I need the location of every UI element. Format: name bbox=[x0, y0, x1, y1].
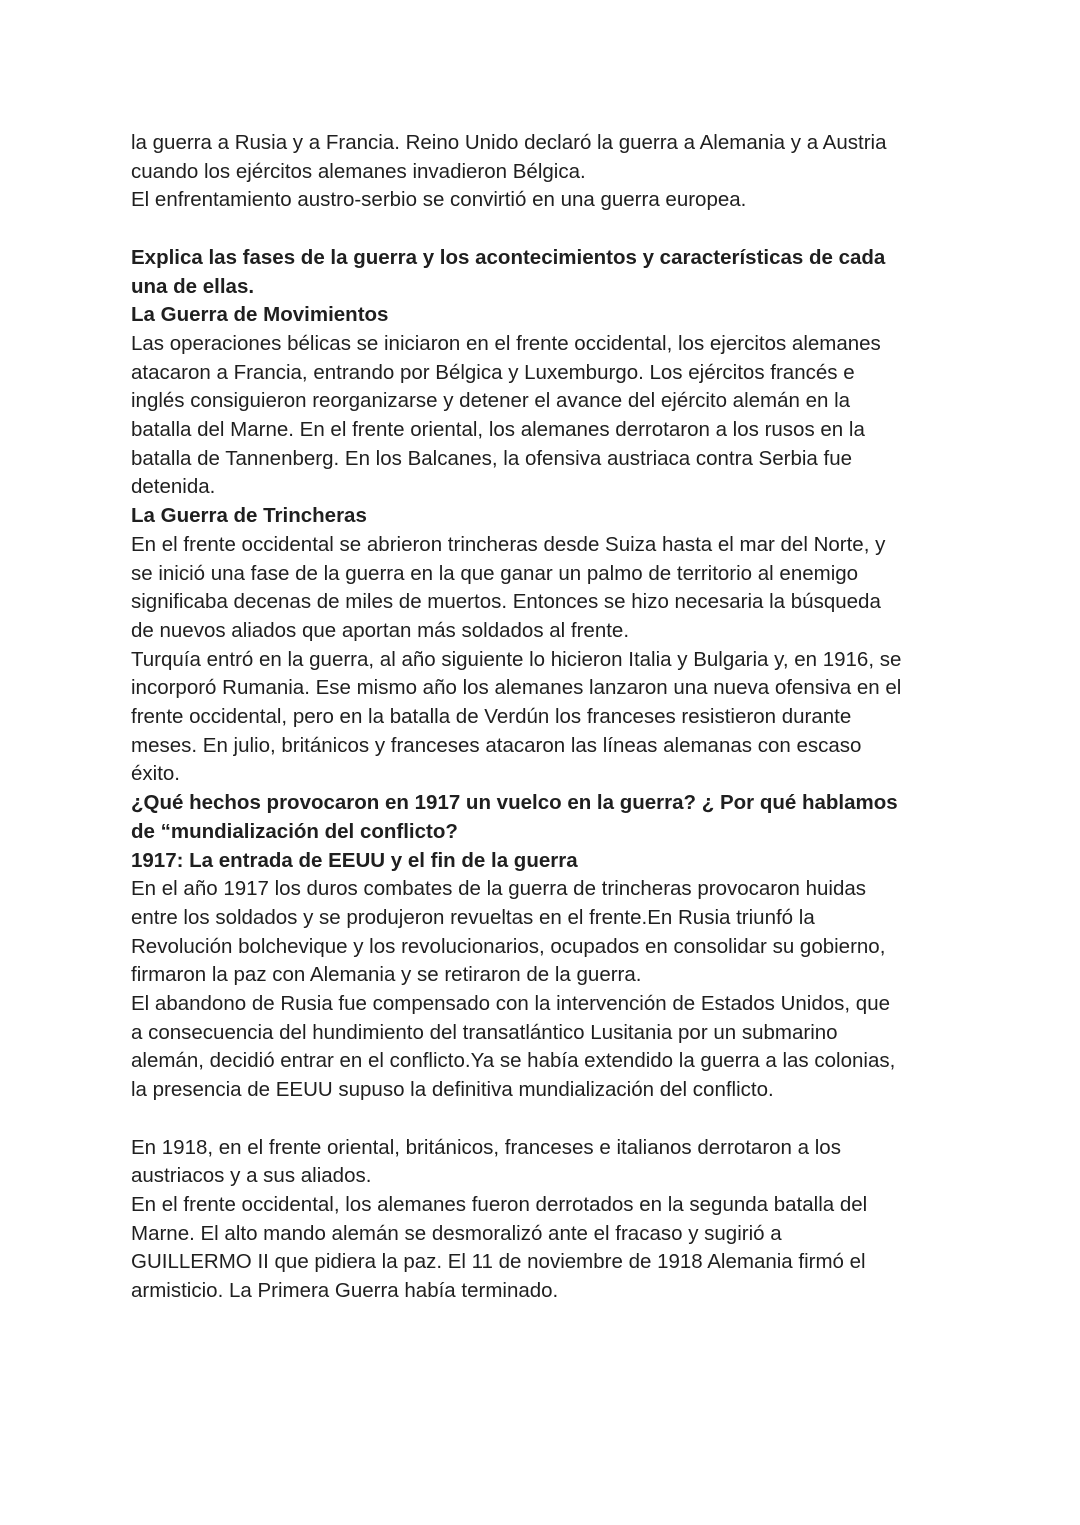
question-line: ¿Qué hechos provocaron en 1917 un vuelco en la guerra? ¿ Por qué hablamos bbox=[131, 791, 898, 815]
text-line: a consecuencia del hundimiento del transatlántico Lusitania por un submarino bbox=[131, 1020, 838, 1044]
text-line: meses. En julio, británicos y franceses atacaron las líneas alemanas con escaso bbox=[131, 733, 862, 757]
text-line: la presencia de EEUU supuso la definitiva mundialización del conflicto. bbox=[131, 1078, 774, 1102]
text-line: atacaron a Francia, entrando por Bélgica y Luxemburgo. Los ejércitos francés e bbox=[131, 360, 855, 384]
text-line: alemán, decidió entrar en el conflicto.Ya se había extendido la guerra a las colonias, bbox=[131, 1049, 896, 1073]
text-line: detenida. bbox=[131, 475, 216, 499]
text-line: En el año 1917 los duros combates de la guerra de trincheras provocaron huidas bbox=[131, 877, 867, 901]
text-line: entre los soldados y se produjeron revueltas en el frente.En Rusia triunfó la bbox=[131, 905, 815, 929]
text-line: batalla de Tannenberg. En los Balcanes, la ofensiva austriaca contra Serbia fue bbox=[131, 446, 853, 470]
text-line: armisticio. La Primera Guerra había terminado. bbox=[131, 1279, 559, 1303]
text-line: significaba decenas de miles de muertos. Entonces se hizo necesaria la búsqueda bbox=[131, 590, 881, 614]
text-line: En el frente occidental, los alemanes fueron derrotados en la segunda batalla del bbox=[131, 1192, 868, 1216]
text-line: incorporó Rumania. Ese mismo año los alemanes lanzaron una nueva ofensiva en el bbox=[131, 676, 902, 700]
text-line: frente occidental, pero en la batalla de Verdún los franceses resistieron durante bbox=[131, 705, 852, 729]
text-line: se inició una fase de la guerra en la que ganar un palmo de territorio al enemigo bbox=[131, 561, 859, 585]
text-line: la guerra a Rusia y a Francia. Reino Unido declaró la guerra a Alemania y a Austria bbox=[131, 131, 887, 154]
text-line: de nuevos aliados que aportan más soldados al frente. bbox=[131, 618, 630, 642]
section-heading-movimientos: La Guerra de Movimientos bbox=[131, 303, 389, 327]
text-line: austriacos y a sus aliados. bbox=[131, 1164, 372, 1188]
text-line: batalla del Marne. En el frente oriental, los alemanes derrotaron a los rusos en la bbox=[131, 418, 865, 442]
text-line: éxito. bbox=[131, 762, 180, 786]
text-line: Marne. El alto mando alemán se desmoralizó ante el fracaso y sugirió a bbox=[131, 1221, 782, 1245]
section-movimientos-body bbox=[131, 330, 961, 502]
text-line: Turquía entró en la guerra, al año siguiente lo hicieron Italia y Bulgaria y, en 1916, se bbox=[131, 647, 902, 671]
text-line: Revolución bolchevique y los revolucionarios, ocupados en consolidar su gobierno, bbox=[131, 934, 886, 958]
question-line: Explica las fases de la guerra y los acontecimientos y características de cada bbox=[131, 245, 886, 269]
text-line: En el frente occidental se abrieron trincheras desde Suiza hasta el mar del Norte, y bbox=[131, 532, 886, 556]
section-trincheras-body bbox=[131, 531, 961, 789]
question-1 bbox=[131, 244, 961, 301]
text-line: Las operaciones bélicas se iniciaron en el frente occidental, los ejercitos alemanes bbox=[131, 331, 881, 355]
text-line: inglés consiguieron reorganizarse y detener el avance del ejército alemán en la bbox=[131, 389, 851, 413]
text-line: GUILLERMO II que pidiera la paz. El 11 de noviembre de 1918 Alemania firmó el bbox=[131, 1250, 866, 1274]
section-heading-1917: 1917: La entrada de EEUU y el fin de la guerra bbox=[131, 848, 578, 872]
text-line: En 1918, en el frente oriental, británicos, franceses e italianos derrotaron a los bbox=[131, 1135, 841, 1159]
section-1917-body bbox=[131, 875, 961, 1105]
text-line: El enfrentamiento austro-serbio se convirtió en una guerra europea. bbox=[131, 188, 747, 212]
spacer bbox=[131, 215, 961, 244]
document-page bbox=[131, 129, 961, 1306]
spacer bbox=[131, 1105, 961, 1134]
section-1918-body bbox=[131, 1134, 961, 1306]
intro-paragraph bbox=[131, 129, 961, 215]
question-line: una de ellas. bbox=[131, 274, 255, 298]
text-line: El abandono de Rusia fue compensado con la intervención de Estados Unidos, que bbox=[131, 992, 891, 1016]
question-2 bbox=[131, 789, 961, 846]
text-line: firmaron la paz con Alemania y se retiraron de la guerra. bbox=[131, 963, 642, 987]
section-heading-trincheras: La Guerra de Trincheras bbox=[131, 504, 367, 528]
text-line: cuando los ejércitos alemanes invadieron Bélgica. bbox=[131, 159, 586, 183]
question-line: de “mundialización del conflicto? bbox=[131, 819, 458, 843]
